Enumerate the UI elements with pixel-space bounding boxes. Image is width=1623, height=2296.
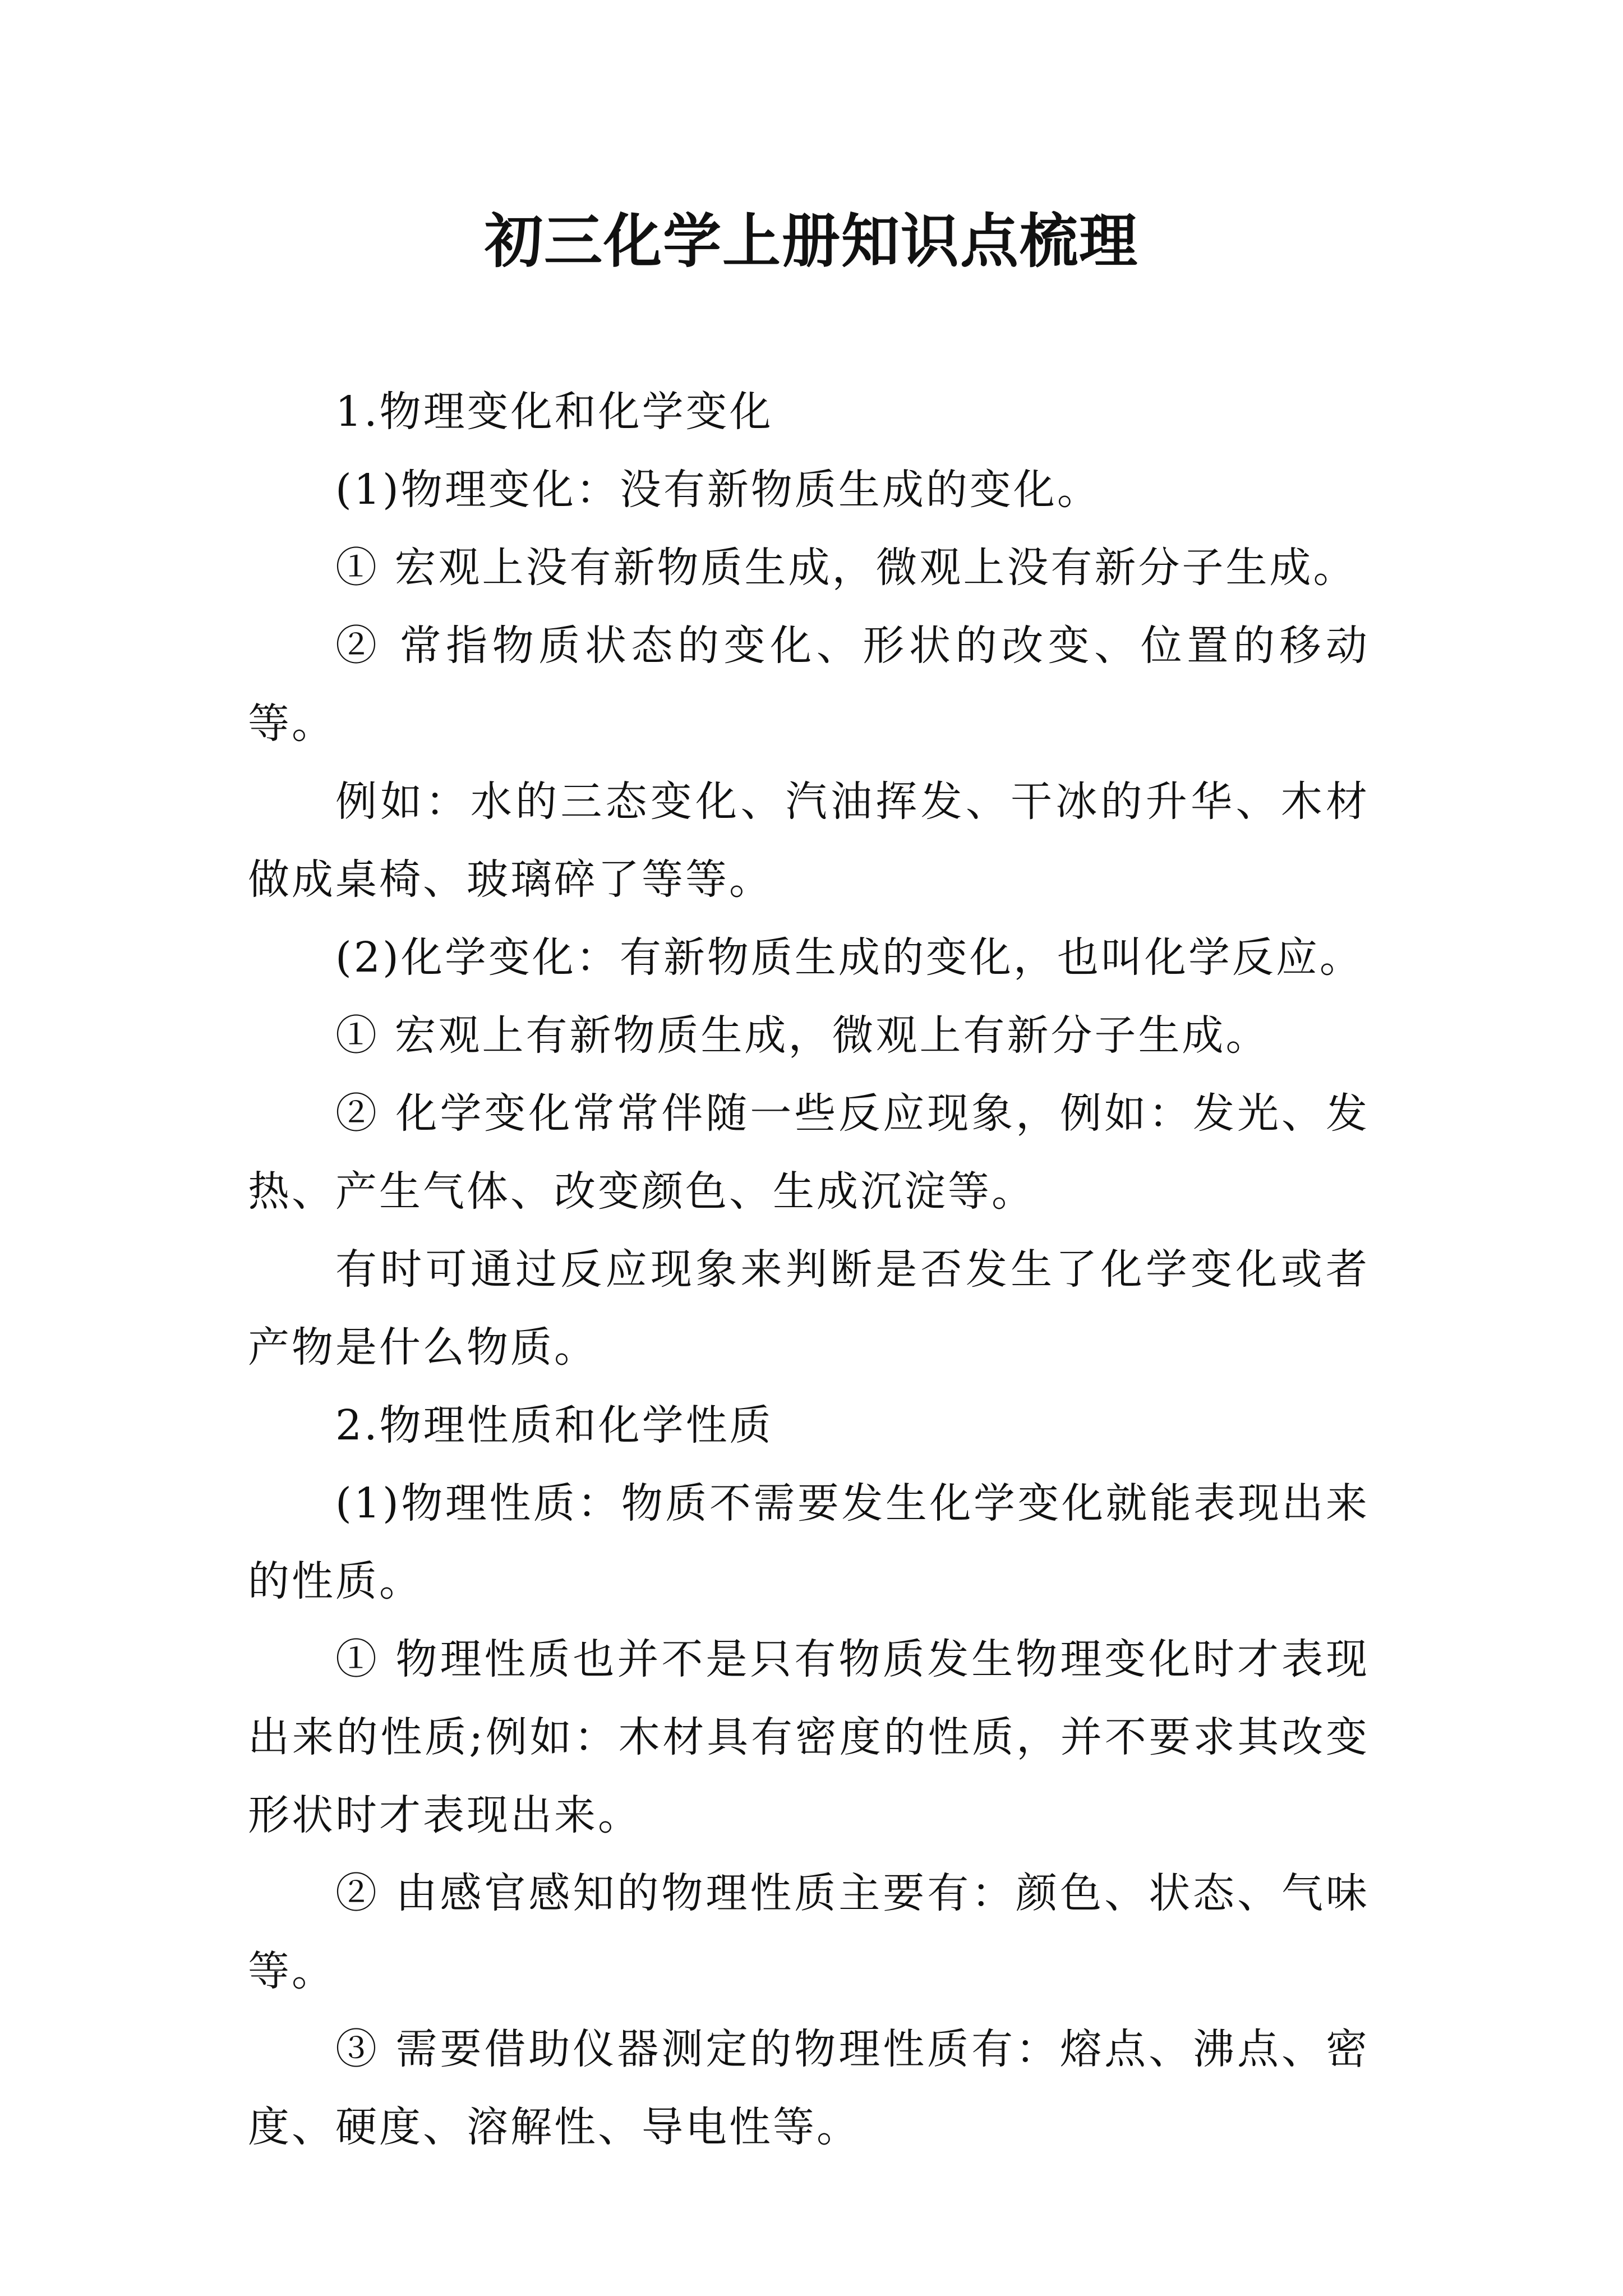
section-heading-2: 2.物理性质和化学性质	[335, 1401, 773, 1450]
section-heading-1: 1.物理变化和化学变化	[335, 388, 773, 436]
paragraph-physical-change-point-2: ② 常指物质状态的变化、形状的改变、位置的移动等。	[248, 622, 1370, 748]
paragraph-physical-property-point-3: ③ 需要借助仪器测定的物理性质有：熔点、沸点、密度、硬度、溶解性、导电性等。	[248, 2025, 1370, 2151]
paragraph-physical-change: (1)物理变化：没有新物质生成的变化。	[335, 466, 1101, 514]
paragraph-physical-property-point-2: ② 由感官感知的物理性质主要有：颜色、状态、气味等。	[248, 1869, 1370, 1995]
paragraph-chemical-change-note: 有时可通过反应现象来判断是否发生了化学变化或者产物是什么物质。	[248, 1245, 1370, 1372]
document-title: 初三化学上册知识点梳理	[484, 207, 1138, 275]
paragraph-physical-change-example: 例如：水的三态变化、汽油挥发、干冰的升华、木材做成桌椅、玻璃碎了等等。	[248, 777, 1370, 904]
paragraph-physical-property-point-1: ① 物理性质也并不是只有物质发生物理变化时才表现出来的性质;例如：木材具有密度的性质，并不要求其改变形状时才表现出来。	[248, 1635, 1370, 1839]
paragraph-chemical-change-point-2: ② 化学变化常常伴随一些反应现象，例如：发光、发热、产生气体、改变颜色、生成沉淀等。	[248, 1089, 1370, 1216]
paragraph-physical-property: (1)物理性质：物质不需要发生化学变化就能表现出来的性质。	[248, 1479, 1370, 1605]
paragraph-chemical-change-point-1: ① 宏观上有新物质生成，微观上有新分子生成。	[335, 1011, 1270, 1060]
paragraph-physical-change-point-1: ① 宏观上没有新物质生成，微观上没有新分子生成。	[335, 544, 1357, 592]
document-body	[248, 373, 1370, 2166]
paragraph-chemical-change: (2)化学变化：有新物质生成的变化，也叫化学反应。	[335, 933, 1363, 982]
